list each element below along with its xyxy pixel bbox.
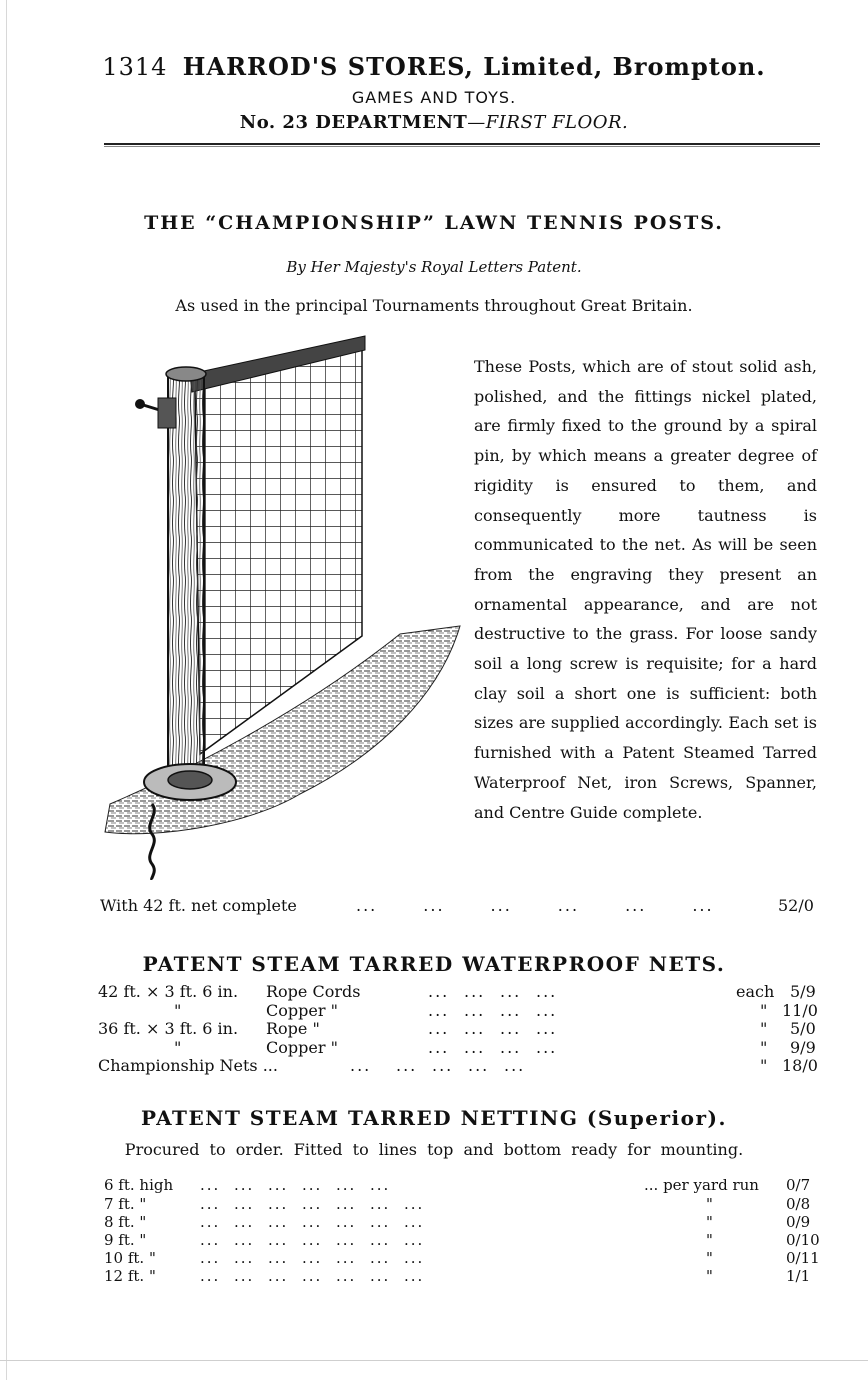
net-unit: each	[736, 982, 775, 1001]
leader-dots: ... ... ... ... ...	[350, 1056, 526, 1075]
net-price: 18/0	[782, 1056, 818, 1075]
net-size: "	[174, 1038, 182, 1057]
net-size: "	[174, 1001, 182, 1020]
table-row	[98, 1001, 820, 1021]
net-size: 36 ft. × 3 ft. 6 in.	[98, 1019, 239, 1038]
netting-height: 6 ft. high	[104, 1176, 174, 1194]
net-material: Copper "	[266, 1038, 338, 1057]
net-size: Championship Nets ...	[98, 1056, 278, 1075]
page-edge-bottom	[0, 1360, 868, 1361]
product-title: THE “CHAMPIONSHIP” LAWN TENNIS POSTS.	[144, 212, 724, 234]
net-material: Copper "	[266, 1001, 338, 1020]
table-row	[98, 1038, 820, 1058]
patent-note: By Her Majesty's Royal Letters Patent.	[286, 258, 582, 276]
net-price: 11/0	[782, 1001, 818, 1020]
table-row	[104, 1267, 816, 1285]
leader-dots: ... ... ... ... ... ... ...	[200, 1231, 425, 1249]
product-description: These Posts, which are of stout solid ash, polished, and the fittings nickel plated, are firmly fixed to the ground by a spiral pin, by which means a greater degree of rigidity is ensured to them, and consequently more tautness is communicated to the net. As will be seen from the engraving they present an ornamental appearance, and are not destructive to the grass. For loose sandy soil a long screw is requisite; for a hard clay soil a short one is sufficient: both sizes are supplied accordingly. Each set is furnished with a Patent Steamed Tarred Waterproof Net, iron Screws, Spanner, and Centre Guide complete.	[474, 357, 817, 822]
department-number: No. 23 DEPARTMENT	[239, 112, 468, 133]
leader-dots: ... ... ... ...	[428, 1038, 558, 1057]
netting-unit: ... per yard run	[644, 1176, 759, 1194]
netting-unit: "	[706, 1267, 713, 1285]
store-header	[0, 52, 868, 81]
table-row	[104, 1195, 816, 1213]
table-row	[104, 1249, 820, 1267]
netting-height: 7 ft. "	[104, 1195, 147, 1213]
table-row	[98, 1056, 820, 1076]
used-in-note: As used in the principal Tournaments throughout Great Britain.	[175, 296, 693, 315]
leader-dots: ... ... ... ... ... ... ...	[200, 1195, 425, 1213]
table-row	[98, 1019, 820, 1039]
leader-dots: ... ... ... ... ... ... ...	[200, 1267, 425, 1285]
table-row	[104, 1176, 816, 1194]
page-number: 1314	[102, 53, 168, 81]
leader-dots: ... ... ... ... ... ... ...	[200, 1249, 425, 1267]
tennis-post-engraving	[100, 334, 462, 880]
nets-heading: PATENT STEAM TARRED WATERPROOF NETS.	[142, 952, 726, 976]
netting-price: 0/9	[786, 1213, 811, 1231]
store-name: HARROD'S STORES, Limited, Brompton.	[182, 52, 766, 81]
leader-dots: ... ... ... ...	[428, 982, 558, 1001]
table-row	[98, 982, 820, 1002]
net-price: 9/9	[790, 1038, 816, 1057]
netting-unit: "	[706, 1231, 713, 1249]
table-row	[104, 1231, 820, 1249]
leader-dots: ... ... ... ... ... ... ...	[200, 1213, 425, 1231]
netting-height: 12 ft. "	[104, 1267, 156, 1285]
netting-note: Procured to order. Fitted to lines top and bottom ready for mounting.	[124, 1140, 744, 1159]
header-rule	[104, 143, 820, 147]
netting-height: 8 ft. "	[104, 1213, 147, 1231]
net-unit: "	[760, 1038, 768, 1057]
netting-price: 0/7	[786, 1176, 811, 1194]
netting-price: 0/10	[786, 1231, 820, 1249]
netting-price: 0/11	[786, 1249, 820, 1267]
leader-dots: ... ... ... ... ... ...	[356, 896, 714, 915]
net-material: Rope "	[266, 1019, 320, 1038]
complete-set-price: 52/0	[778, 896, 814, 915]
net-unit: "	[760, 1056, 768, 1075]
complete-set-label: With 42 ft. net complete	[100, 896, 297, 915]
net-price: 5/0	[790, 1019, 816, 1038]
department-line	[0, 112, 868, 133]
netting-price: 0/8	[786, 1195, 811, 1213]
leader-dots: ... ... ... ...	[428, 1001, 558, 1020]
page-edge	[6, 0, 7, 1380]
net-unit: "	[760, 1001, 768, 1020]
net-price: 5/9	[790, 982, 816, 1001]
net-unit: "	[760, 1019, 768, 1038]
netting-height: 9 ft. "	[104, 1231, 147, 1249]
table-row	[104, 1213, 816, 1231]
netting-unit: "	[706, 1195, 713, 1213]
section-name: GAMES AND TOYS.	[351, 88, 517, 107]
netting-price: 1/1	[786, 1267, 811, 1285]
net-size: 42 ft. × 3 ft. 6 in.	[98, 982, 239, 1001]
netting-height: 10 ft. "	[104, 1249, 156, 1267]
netting-unit: "	[706, 1249, 713, 1267]
leader-dots: ... ... ... ... ... ...	[200, 1176, 391, 1194]
netting-unit: "	[706, 1213, 713, 1231]
net-material: Rope Cords	[266, 982, 361, 1001]
floor-label: —FIRST FLOOR.	[467, 112, 629, 133]
leader-dots: ... ... ... ...	[428, 1019, 558, 1038]
netting-heading: PATENT STEAM TARRED NETTING (Superior).	[141, 1106, 727, 1130]
